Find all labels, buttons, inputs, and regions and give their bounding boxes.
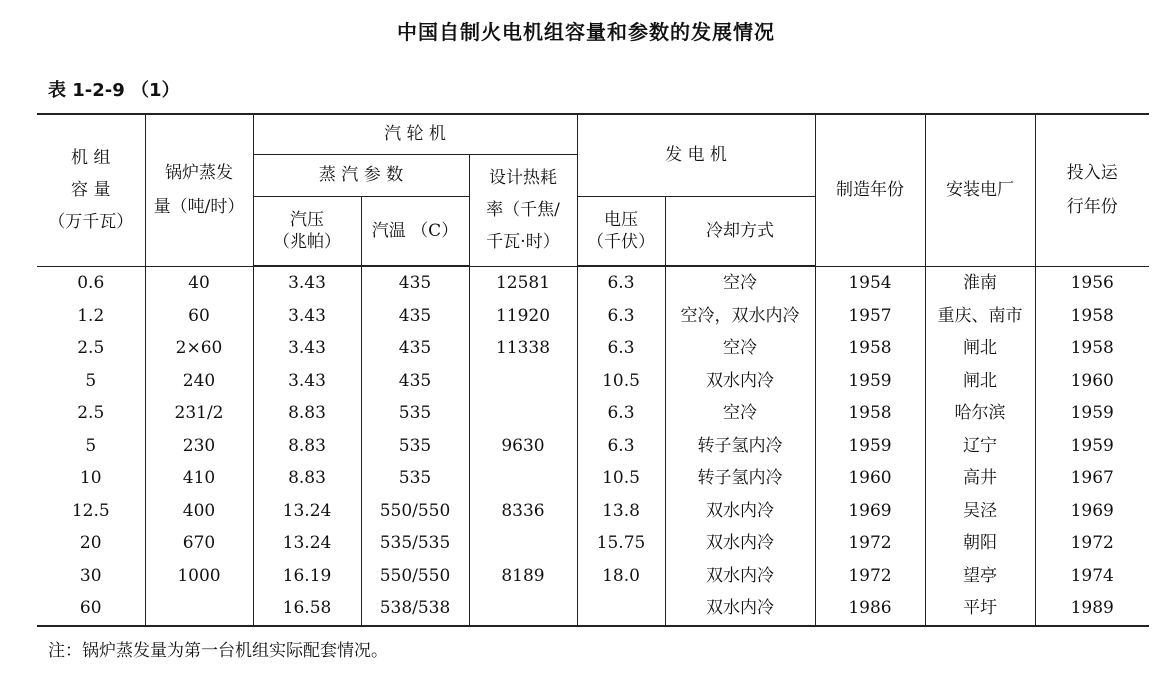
- cell-volt: [577, 592, 665, 626]
- cell-plant: 吴泾: [925, 495, 1035, 528]
- cell-heat: 11920: [469, 300, 577, 333]
- header-plant: 安装电厂: [925, 114, 1035, 266]
- header-pressure: 汽压 （兆帕）: [253, 196, 361, 266]
- header-voltage: 电压 （千伏）: [577, 196, 665, 266]
- cell-boiler: 231/2: [145, 397, 253, 430]
- cell-plant: 闸北: [925, 365, 1035, 398]
- cell-plant: 重庆、南市: [925, 300, 1035, 333]
- cell-temp: 550/550: [361, 560, 469, 593]
- cell-unit: 2.5: [37, 397, 145, 430]
- cell-mfg: 1958: [815, 332, 925, 365]
- table-row: [37, 527, 1149, 560]
- cell-unit: 30: [37, 560, 145, 593]
- cell-op: 1960: [1035, 365, 1149, 398]
- cell-mfg: 1959: [815, 365, 925, 398]
- cell-unit: 20: [37, 527, 145, 560]
- cell-boiler: [145, 592, 253, 626]
- cell-temp: 535/535: [361, 527, 469, 560]
- cell-op: 1967: [1035, 462, 1149, 495]
- table-row: [37, 365, 1149, 398]
- header-boiler: 锅炉蒸发 量（吨/时）: [145, 114, 253, 266]
- cell-op: 1974: [1035, 560, 1149, 593]
- cell-plant: 辽宁: [925, 430, 1035, 463]
- cell-volt: 15.75: [577, 527, 665, 560]
- cell-boiler: 240: [145, 365, 253, 398]
- cell-op: 1989: [1035, 592, 1149, 626]
- cell-op: 1972: [1035, 527, 1149, 560]
- cell-op: 1969: [1035, 495, 1149, 528]
- cell-heat: 8189: [469, 560, 577, 593]
- cell-temp: 535: [361, 430, 469, 463]
- header-heat-rate: 设计热耗 率（千焦/ 千瓦·时）: [469, 154, 577, 266]
- header-temp: 汽温 （C）: [361, 196, 469, 266]
- cell-pressure: 3.43: [253, 266, 361, 300]
- cell-heat: 12581: [469, 266, 577, 300]
- cell-unit: 10: [37, 462, 145, 495]
- cell-plant: 高井: [925, 462, 1035, 495]
- cell-volt: 10.5: [577, 365, 665, 398]
- table-row: [37, 332, 1149, 365]
- table-label: 表 1-2-9 （1）: [48, 80, 180, 101]
- cell-mfg: 1972: [815, 560, 925, 593]
- cell-cool: 空冷: [665, 397, 815, 430]
- cell-cool: 双水内冷: [665, 592, 815, 626]
- cell-heat: 8336: [469, 495, 577, 528]
- cell-pressure: 3.43: [253, 300, 361, 333]
- cell-unit: 5: [37, 365, 145, 398]
- cell-heat: [469, 462, 577, 495]
- header-turbine: 汽 轮 机: [253, 114, 577, 154]
- cell-temp: 550/550: [361, 495, 469, 528]
- cell-temp: 535: [361, 397, 469, 430]
- cell-boiler: 1000: [145, 560, 253, 593]
- header-cooling: 冷却方式: [665, 196, 815, 266]
- cell-unit: 2.5: [37, 332, 145, 365]
- data-table: [37, 113, 1149, 627]
- cell-cool: 空冷: [665, 266, 815, 300]
- cell-unit: 5: [37, 430, 145, 463]
- cell-volt: 6.3: [577, 300, 665, 333]
- footnote: 注：锅炉蒸发量为第一台机组实际配套情况。: [48, 641, 388, 661]
- cell-heat: 11338: [469, 332, 577, 365]
- cell-temp: 435: [361, 365, 469, 398]
- cell-heat: [469, 397, 577, 430]
- cell-pressure: 8.83: [253, 430, 361, 463]
- cell-plant: 淮南: [925, 266, 1035, 300]
- cell-cool: 转子氢内冷: [665, 462, 815, 495]
- cell-op: 1959: [1035, 430, 1149, 463]
- cell-volt: 10.5: [577, 462, 665, 495]
- cell-op: 1958: [1035, 332, 1149, 365]
- cell-boiler: 60: [145, 300, 253, 333]
- cell-pressure: 8.83: [253, 397, 361, 430]
- cell-pressure: 8.83: [253, 462, 361, 495]
- cell-pressure: 16.19: [253, 560, 361, 593]
- cell-temp: 435: [361, 332, 469, 365]
- cell-boiler: 230: [145, 430, 253, 463]
- table-row: [37, 560, 1149, 593]
- table-row: [37, 300, 1149, 333]
- cell-op: 1959: [1035, 397, 1149, 430]
- cell-cool: 空冷，双水内冷: [665, 300, 815, 333]
- cell-plant: 望亭: [925, 560, 1035, 593]
- header-unit-capacity: 机 组 容 量 （万千瓦）: [37, 114, 145, 266]
- cell-plant: 闸北: [925, 332, 1035, 365]
- cell-cool: 双水内冷: [665, 365, 815, 398]
- cell-pressure: 16.58: [253, 592, 361, 626]
- page-title: 中国自制火电机组容量和参数的发展情况: [397, 20, 775, 44]
- cell-unit: 1.2: [37, 300, 145, 333]
- cell-op: 1956: [1035, 266, 1149, 300]
- table-row: [37, 592, 1149, 626]
- cell-boiler: 400: [145, 495, 253, 528]
- cell-mfg: 1958: [815, 397, 925, 430]
- cell-boiler: 670: [145, 527, 253, 560]
- cell-temp: 535: [361, 462, 469, 495]
- cell-temp: 435: [361, 300, 469, 333]
- cell-cool: 双水内冷: [665, 527, 815, 560]
- cell-op: 1958: [1035, 300, 1149, 333]
- cell-boiler: 2×60: [145, 332, 253, 365]
- cell-plant: 哈尔滨: [925, 397, 1035, 430]
- cell-cool: 空冷: [665, 332, 815, 365]
- cell-heat: [469, 592, 577, 626]
- cell-temp: 435: [361, 266, 469, 300]
- cell-cool: 双水内冷: [665, 560, 815, 593]
- cell-boiler: 410: [145, 462, 253, 495]
- cell-plant: 平圩: [925, 592, 1035, 626]
- cell-volt: 6.3: [577, 430, 665, 463]
- cell-mfg: 1986: [815, 592, 925, 626]
- cell-plant: 朝阳: [925, 527, 1035, 560]
- header-steam-params: 蒸 汽 参 数: [253, 154, 469, 196]
- table-row: [37, 430, 1149, 463]
- cell-cool: 转子氢内冷: [665, 430, 815, 463]
- cell-volt: 6.3: [577, 266, 665, 300]
- cell-volt: 6.3: [577, 397, 665, 430]
- cell-mfg: 1969: [815, 495, 925, 528]
- cell-mfg: 1954: [815, 266, 925, 300]
- cell-unit: 0.6: [37, 266, 145, 300]
- cell-mfg: 1959: [815, 430, 925, 463]
- table-row: [37, 462, 1149, 495]
- cell-unit: 12.5: [37, 495, 145, 528]
- cell-pressure: 13.24: [253, 495, 361, 528]
- cell-pressure: 3.43: [253, 332, 361, 365]
- cell-heat: [469, 527, 577, 560]
- header-op-year: 投入运 行年份: [1035, 114, 1149, 266]
- cell-pressure: 13.24: [253, 527, 361, 560]
- cell-cool: 双水内冷: [665, 495, 815, 528]
- cell-volt: 6.3: [577, 332, 665, 365]
- cell-volt: 18.0: [577, 560, 665, 593]
- cell-pressure: 3.43: [253, 365, 361, 398]
- cell-temp: 538/538: [361, 592, 469, 626]
- header-mfg-year: 制造年份: [815, 114, 925, 266]
- table-row: [37, 397, 1149, 430]
- cell-heat: [469, 365, 577, 398]
- table-body: [37, 266, 1149, 626]
- cell-volt: 13.8: [577, 495, 665, 528]
- cell-heat: 9630: [469, 430, 577, 463]
- cell-mfg: 1957: [815, 300, 925, 333]
- cell-mfg: 1960: [815, 462, 925, 495]
- cell-unit: 60: [37, 592, 145, 626]
- cell-mfg: 1972: [815, 527, 925, 560]
- table-row: [37, 495, 1149, 528]
- table-row: [37, 266, 1149, 300]
- header-generator: 发 电 机: [577, 114, 815, 196]
- cell-boiler: 40: [145, 266, 253, 300]
